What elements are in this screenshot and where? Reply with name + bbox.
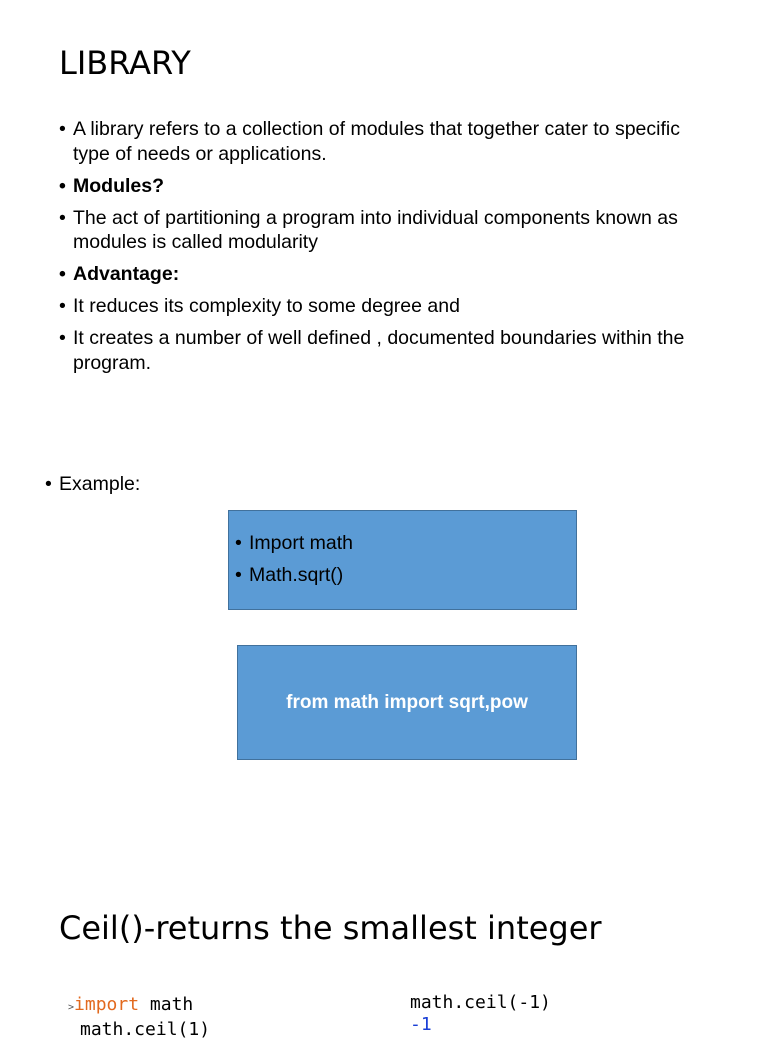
code-output: -1 — [410, 1014, 432, 1035]
code-snippet-right — [410, 992, 551, 1036]
code-text: math — [139, 994, 194, 1015]
example-label — [45, 472, 345, 504]
bullet-item: • It reduces its complexity to some degree and — [59, 294, 709, 319]
code-keyword: import — [74, 994, 140, 1015]
bullet-item: • The act of partitioning a program into individual components known as modules is called modularity — [59, 206, 709, 255]
bullet-item: • It creates a number of well defined , documented boundaries within the program. — [59, 326, 709, 375]
code-snippet-left — [68, 994, 210, 1041]
example-box-from-import — [237, 645, 577, 760]
code-text: math.ceil(-1) — [410, 992, 551, 1013]
bullet-list — [59, 117, 709, 383]
box-text: from math import sqrt,pow — [286, 691, 528, 713]
slide-title: LIBRARY — [59, 44, 191, 82]
bullet-item: • A library refers to a collection of modules that together cater to specific type of needs or applications. — [59, 117, 709, 166]
bullet-item: • Example: — [45, 472, 345, 497]
example-box-import — [228, 510, 577, 610]
box-list-item: • Import math — [235, 531, 576, 556]
box-list — [235, 531, 576, 588]
bullet-item: • Advantage: — [59, 262, 709, 287]
box-list-item: • Math.sqrt() — [235, 563, 576, 588]
prompt-chevron: > — [68, 1002, 75, 1013]
slide2-title: Ceil()-returns the smallest integer — [59, 909, 602, 947]
bullet-item: • Modules? — [59, 174, 709, 199]
code-text: math.ceil(1) — [80, 1019, 211, 1040]
